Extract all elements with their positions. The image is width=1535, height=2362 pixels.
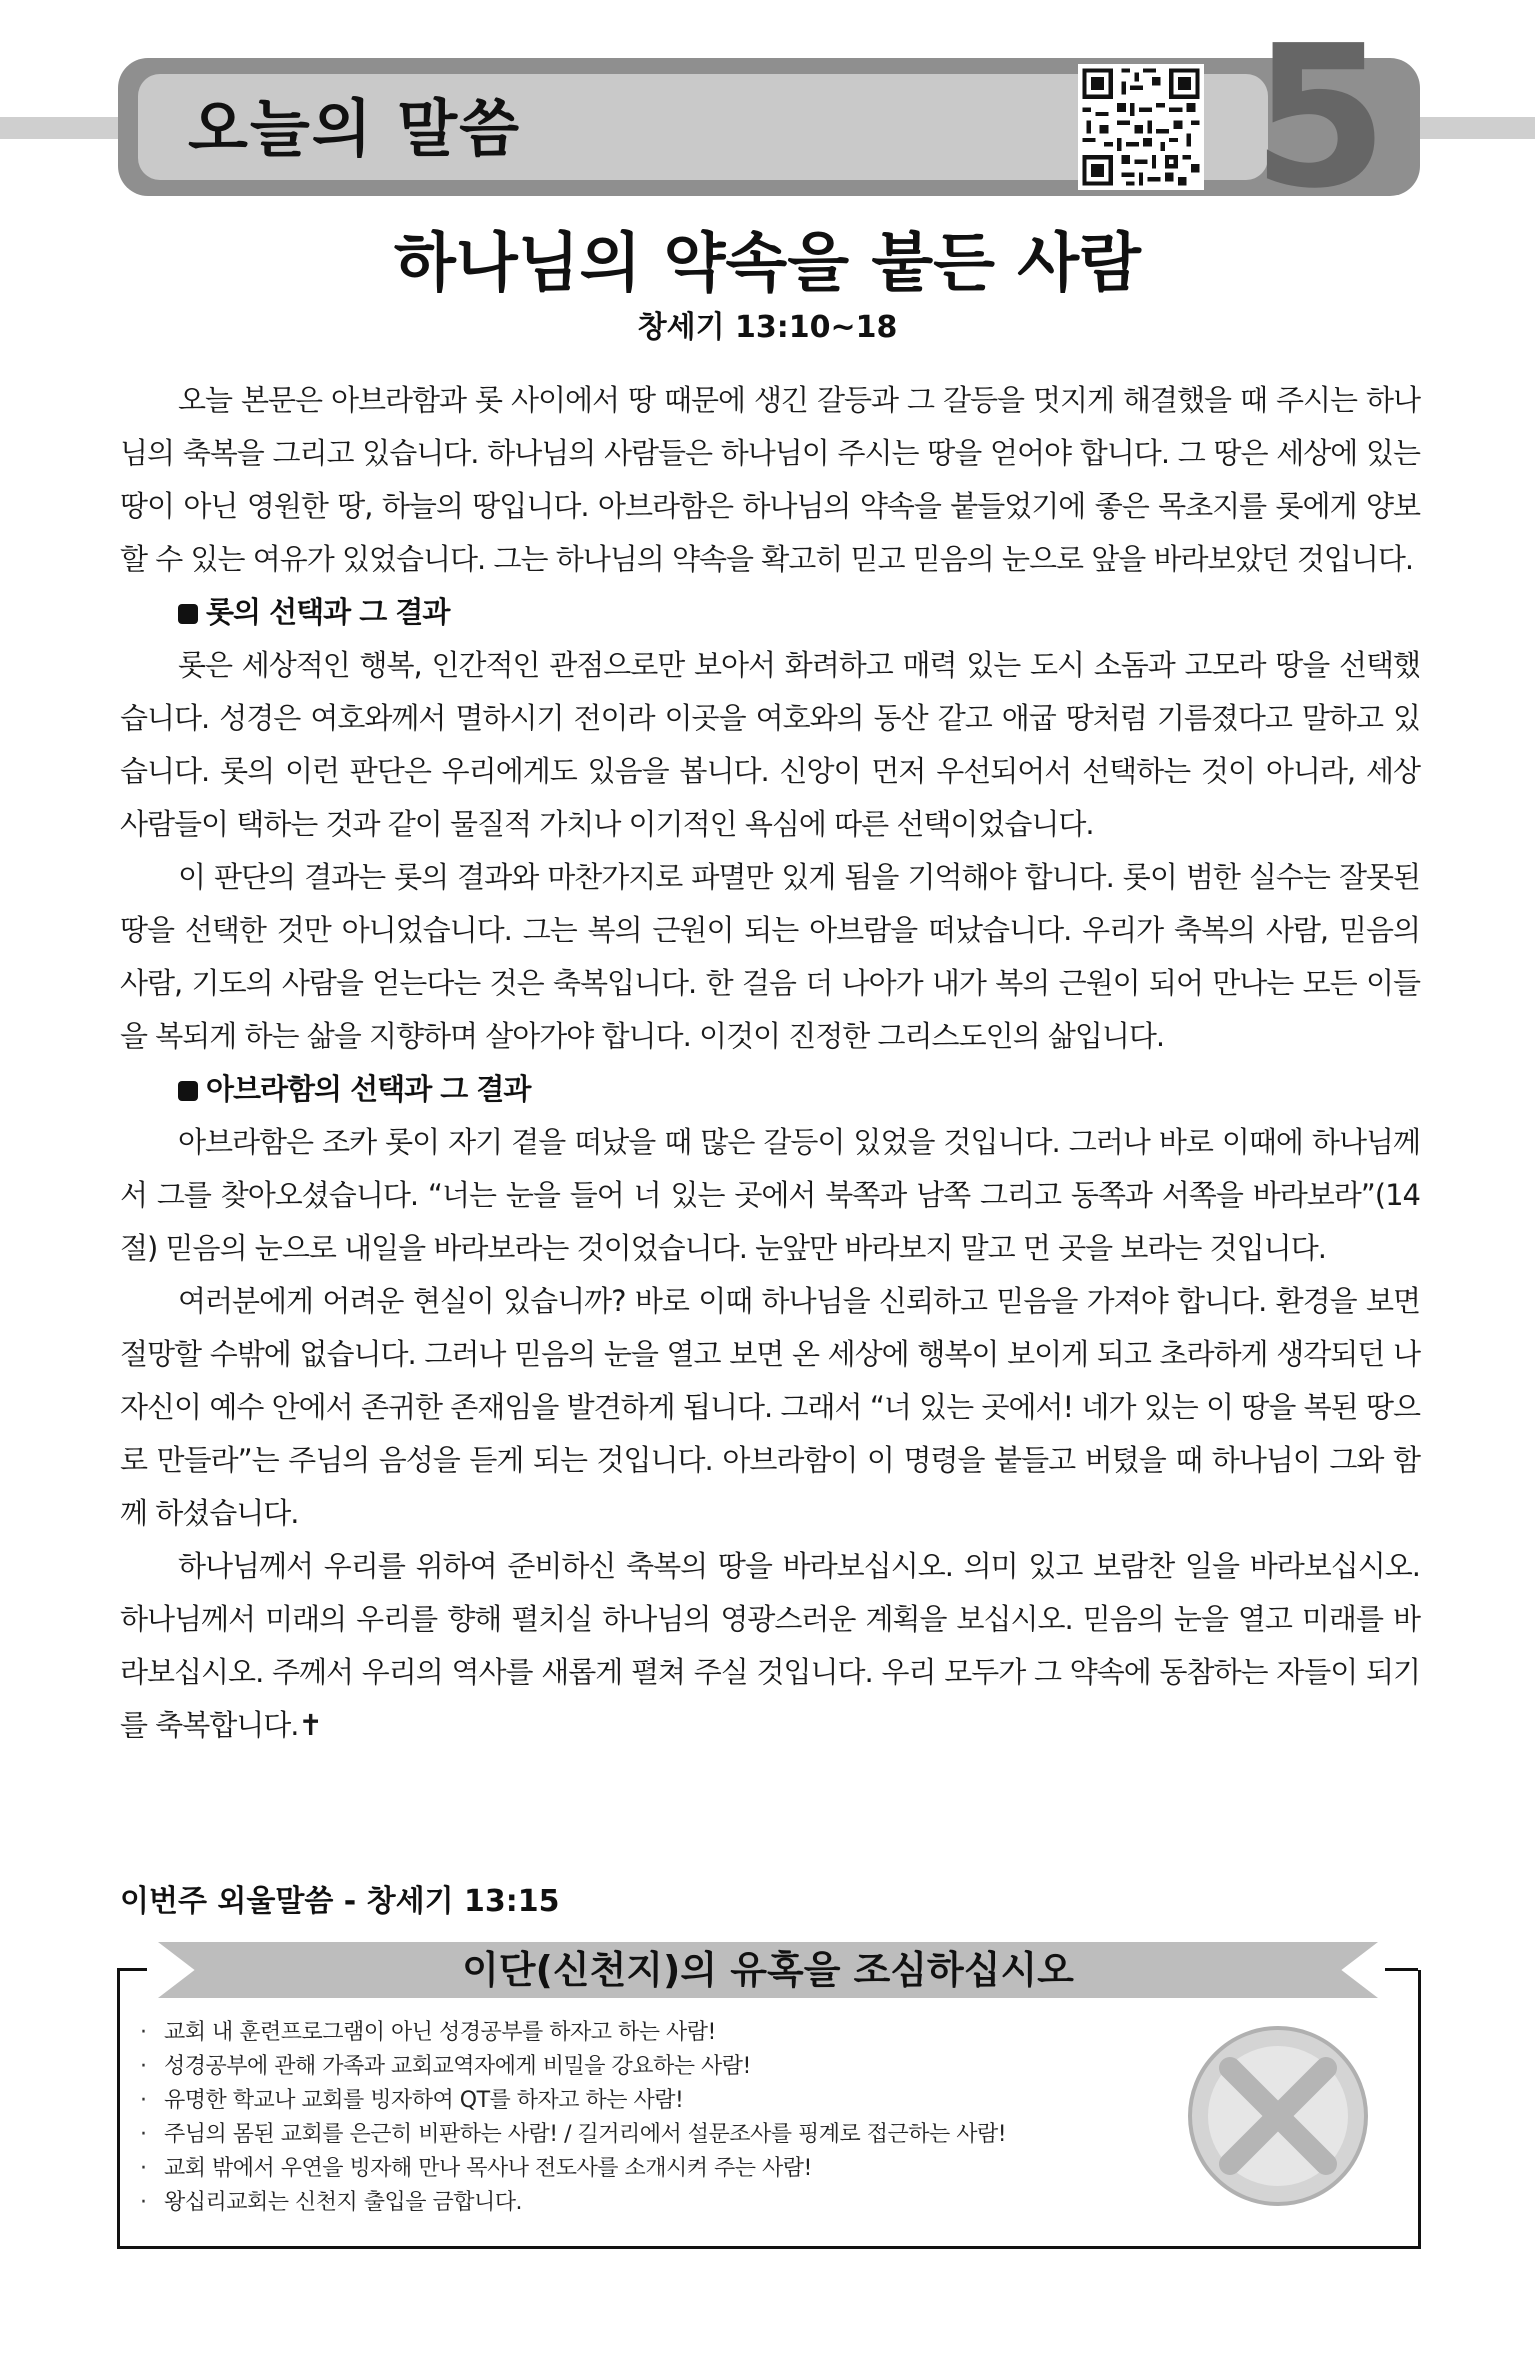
paragraph: 이 판단의 결과는 롯의 결과와 마찬가지로 파멸만 있게 됨을 기억해야 합니다. 롯이 범한 실수는 잘못된 땅을 선택한 것만 아니었습니다. 그는 복의 근원이 되는 아브람을 떠났습니다. 우리가 축복의 사람, 믿음의 사람, 기도의 사람을 얻는다는 것은 축복입니다. 한 걸음 더 나아가 내가 복의 근원이 되어 만나는 모든 이들을 복되게 하는 삶을 지향하며 살아가야 합니다. 이것이 진정한 그리스도인의 삶입니다.: [120, 860, 1420, 1053]
square-bullet-icon: [178, 604, 198, 624]
list-item: · 교회 밖에서 우연을 빙자해 만나 목사나 전도사를 소개시켜 주는 사람!: [140, 2152, 1140, 2186]
section-heading: 롯의 선택과 그 결과: [120, 586, 1420, 639]
paragraph: 롯은 세상적인 행복, 인간적인 관점으로만 보아서 화려하고 매력 있는 도시 소돔과 고모라 땅을 선택했습니다. 성경은 여호와께서 멸하시기 전이라 이곳을 여호와의 동산 같고 애굽 땅처럼 기름졌다고 말하고 있습니다. 롯의 이런 판단은 우리에게도 있음을 봅니다. 신앙이 먼저 우선되어서 선택하는 것이 아니라, 세상 사람들이 택하는 것과 같이 물질적 가치나 이기적인 욕심에 따른 선택이었습니다.: [120, 648, 1420, 841]
warning-list: [140, 2016, 1140, 2220]
paragraph: 하나님께서 우리를 위하여 준비하신 축복의 땅을 바라보십시오. 의미 있고 보람찬 일을 바라보십시오. 하나님께서 미래의 우리를 향해 펼치실 하나님의 영광스러운 계획을 보십시오. 믿음의 눈을 열고 미래를 바라보십시오. 주께서 우리의 역사를 새롭게 펼쳐 주실 것입니다. 우리 모두가 그 약속에 동참하는 자들이 되기를 축복합니다.✝: [120, 1549, 1420, 1742]
warning-title: 이단(신천지)의 유혹을 조심하십시오: [462, 1948, 1074, 1992]
warning-box-corner: [1385, 1968, 1418, 1971]
warning-box-corner: [117, 1968, 147, 1971]
section-heading: 아브라함의 선택과 그 결과: [120, 1063, 1420, 1116]
x-circle-icon: [1178, 2016, 1378, 2216]
page-number: 5: [1251, 4, 1389, 232]
list-item: · 유명한 학교나 교회를 빙자하여 QT를 하자고 하는 사람!: [140, 2084, 1140, 2118]
memory-verse: 이번주 외울말씀 - 창세기 13:15: [120, 1884, 560, 1919]
paragraph: 아브라함은 조카 롯이 자기 곁을 떠났을 때 많은 갈등이 있었을 것입니다. 그러나 바로 이때에 하나님께서 그를 찾아오셨습니다. “너는 눈을 들어 너 있는 곳에서 북쪽과 남쪽 그리고 동쪽과 서쪽을 바라보라”(14절) 믿음의 눈으로 내일을 바라보라는 것이었습니다. 눈앞만 바라보지 말고 먼 곳을 보라는 것입니다.: [120, 1125, 1420, 1265]
qr-code-icon[interactable]: [1078, 64, 1204, 190]
paragraph: 오늘 본문은 아브라함과 롯 사이에서 땅 때문에 생긴 갈등과 그 갈등을 멋지게 해결했을 때 주시는 하나님의 축복을 그리고 있습니다. 하나님의 사람들은 하나님이 주시는 땅을 얻어야 합니다. 그 땅은 세상에 있는 땅이 아닌 영원한 땅, 하늘의 땅입니다. 아브라함은 하나님의 약속을 붙들었기에 좋은 목초지를 롯에게 양보할 수 있는 여유가 있었습니다. 그는 하나님의 약속을 확고히 믿고 믿음의 눈으로 앞을 바라보았던 것입니다.: [120, 383, 1420, 576]
list-item: · 주님의 몸된 교회를 은근히 비판하는 사람! / 길거리에서 설문조사를 핑계로 접근하는 사람!: [140, 2118, 1140, 2152]
square-bullet-icon: [178, 1081, 198, 1101]
section-title: 오늘의 말씀: [188, 92, 522, 165]
paragraph: 여러분에게 어려운 현실이 있습니까? 바로 이때 하나님을 신뢰하고 믿음을 가져야 합니다. 환경을 보면 절망할 수밖에 없습니다. 그러나 믿음의 눈을 열고 보면 온 세상에 행복이 보이게 되고 초라하게 생각되던 나 자신이 예수 안에서 존귀한 존재임을 발견하게 됩니다. 그래서 “너 있는 곳에서! 네가 있는 이 땅을 복된 땅으로 만들라”는 주님의 음성을 듣게 되는 것입니다. 아브라함이 이 명령을 붙들고 버텼을 때 하나님이 그와 함께 하셨습니다.: [120, 1284, 1420, 1530]
list-item: · 왕십리교회는 신천지 출입을 금합니다.: [140, 2186, 1140, 2220]
list-item: · 교회 내 훈련프로그램이 아닌 성경공부를 하자고 하는 사람!: [140, 2016, 1140, 2050]
sermon-body: [120, 374, 1420, 1752]
sermon-title: 하나님의 약속을 붙든 사람: [394, 227, 1141, 301]
list-item: · 성경공부에 관해 가족과 교회교역자에게 비밀을 강요하는 사람!: [140, 2050, 1140, 2084]
scripture-reference: 창세기 13:10~18: [637, 310, 898, 345]
